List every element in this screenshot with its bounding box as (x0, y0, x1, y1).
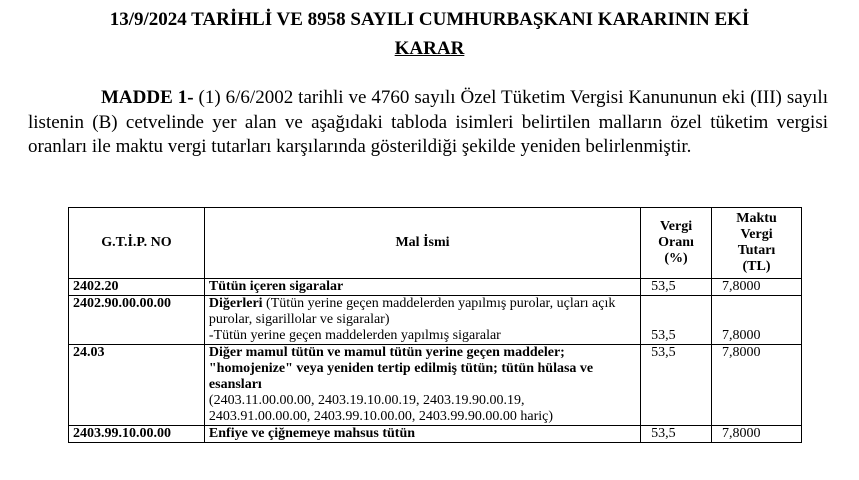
row-amount: 7,8000 (712, 279, 802, 296)
row-rate: 53,5 (641, 426, 712, 443)
header-rate: Vergi Oranı (%) (641, 208, 712, 279)
row-amount: 7,8000 (712, 426, 802, 443)
row-name-bold: Diğer mamul tütün ve mamul tütün yerine geçen maddeler; "homojenize" veya yeniden tertip edilmiş tütün; tütün hülasa ve esansları (208, 345, 594, 392)
row-name: Tütün içeren sigaralar (204, 279, 640, 296)
article-paragraph (28, 86, 828, 160)
article-lead: MADDE 1- (101, 87, 194, 108)
row-amount: 7,8000 (712, 296, 802, 345)
subtitle-text: KARAR (394, 38, 465, 59)
row-gtip: 2403.99.10.00.00 (69, 426, 205, 443)
row-gtip: 2402.90.00.00.00 (69, 296, 205, 345)
row-name (204, 296, 640, 345)
row-rate: 53,5 (641, 279, 712, 296)
article-text: (1) 6/6/2002 tarihli ve 4760 sayılı Özel Tüketim Vergisi Kanununun eki (III) sayılı listenin (B) cetvelinde yer alan ve aşağıdaki tabloda isimleri belirtilen malların özel tüketim vergisi oranları ile maktu vergi tutarları karşılarında gösterildiği şekilde yeniden belirlenmiştir. (28, 87, 828, 157)
table-row (69, 345, 802, 426)
table-row (69, 279, 802, 296)
row-name-sub: -Tütün yerine geçen maddelerden yapılmış sigaralar (208, 328, 501, 343)
row-name-rest: (Tütün yerine geçen maddelerden yapılmış purolar, uçları açık purolar, sigarillolar ve sigaralar) (208, 296, 616, 327)
row-rate: 53,5 (641, 345, 712, 426)
document-subtitle (0, 37, 859, 61)
row-name-rest: (2403.11.00.00.00, 2403.19.10.00.19, 2403.19.90.00.19, 2403.91.00.00.00, 2403.99.10.00.00, 2403.99.90.00.00 hariç) (208, 393, 554, 424)
row-amount: 7,8000 (712, 345, 802, 426)
table-header-row (69, 208, 802, 279)
row-name: Enfiye ve çiğnemeye mahsus tütün (204, 426, 640, 443)
row-rate: 53,5 (641, 296, 712, 345)
row-name-bold: Diğerleri (208, 296, 263, 311)
row-gtip: 2402.20 (69, 279, 205, 296)
table-row (69, 296, 802, 345)
header-amount: Maktu Vergi Tutarı (TL) (712, 208, 802, 279)
header-gtip: G.T.İ.P. NO (69, 208, 205, 279)
row-gtip: 24.03 (69, 345, 205, 426)
table-row (69, 426, 802, 443)
tax-rate-table (68, 207, 802, 443)
header-name: Mal İsmi (204, 208, 640, 279)
document-title: 13/9/2024 TARİHLİ VE 8958 SAYILI CUMHURBAŞKANI KARARININ EKİ (109, 9, 750, 30)
row-name (204, 345, 640, 426)
